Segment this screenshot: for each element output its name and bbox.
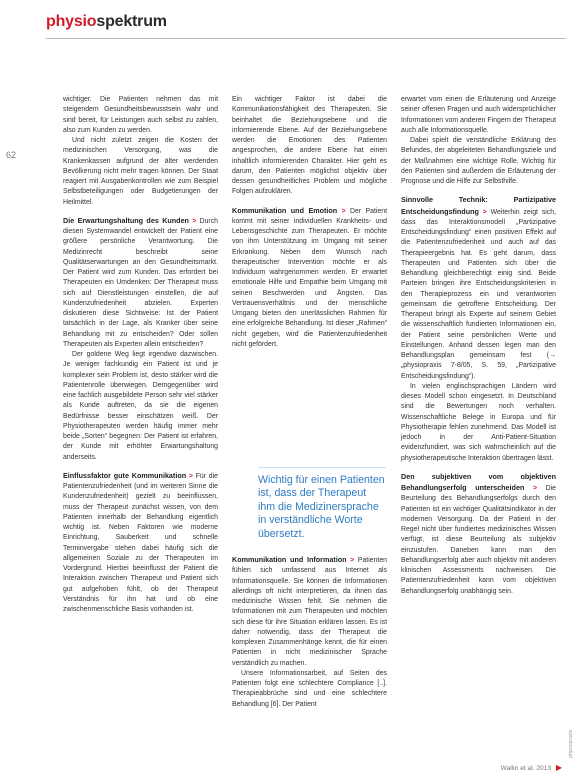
section-text: Der Patient kommt mit seiner individuellen Krankheits- und Lebensgeschichte zum Therapeuten. Er möchte von ihm Unterstützung im Umgang mit seiner Erkrankung. Neben dem Wunsch nach therapeutischer Intervention möchte er als Individuum wahrgenommen werden. Er erwartet emotionale Hilfe und Empathie beim Umgang mit seinen Beschwerden und Ängsten. Das Vertrauensverhältnis und der menschliche Umgang bieten den unerlässlichen Rahmen für eine erfolgreiche Behandlung. Ist dieser „Rahmen“ nicht gegeben, wird die Patientenzufriedenheit nicht gefördert. <box>232 207 387 348</box>
brand-part-spektrum: spektrum <box>96 13 167 30</box>
text-column-2 <box>232 95 387 350</box>
section-block <box>63 471 218 616</box>
arrow-icon: > <box>482 208 491 216</box>
section-heading: Einflussfaktor gute Kommunikation <box>63 470 187 480</box>
section-text: Die Beurteilung des Behandlungserfolgs durch den Patienten ist ein wichtiger Qualitätsindikator in der modernen Versorgung. Da der Patient in der Regel nicht über fundiertes medizinisches Wissen verfügt, ist diese Beurteilung als subjektiv einzustufen. Daneben kann man den Behandlungserfolg aber auch objektiv mit anderen klinischen Assessments nachweisen. Die Patientenzufriedenheit kann vom objektiven Behandlungserfolg unabhängig sein. <box>401 485 556 595</box>
paragraph: Der goldene Weg liegt irgendwo dazwischen. Je weniger fachkundig ein Patient ist und je komplexer sein Problem ist, desto stärker wird die Patientenrolle überwiegen. Demgegenüber wird eine fachlich ausgebildete Person sehr viel stärker als Kunde auftreten, da sie die eigenen Bedürfnisse besser einschätzen weiß. Der Physiotherapeuten werden häufig immer mehr beide „Sorten“ begegnen: Der Patient ist erfahren, der Kunde mit erhöhter Erwartungshaltung anderseits. <box>63 351 218 461</box>
page-header <box>10 10 566 40</box>
text-column-2-lower <box>232 555 387 710</box>
paragraph: Ein wichtiger Faktor ist dabei die Kommunikationsfähigkeit des Therapeuten. Sie beinhaltet die Beziehungsebene und die informierende Ebene. Auf der Beziehungsebene werden die Emotionen des Patienten angesprochen, die andere Ebene hat einen inhaltlich informierenden Charakter. Hier geht es darum, den Patienten möglichst objektiv über dessen gesundheitliches Problem und mögliche Folgen aufzuklären. <box>232 96 387 196</box>
section-heading: Kommunikation und Emotion <box>232 205 338 215</box>
pull-quote: Wichtig für einen Patienten ist, dass der Therapeut ihm die Medizinersprache in verständliche Worte übersetzt. <box>258 467 386 541</box>
side-credit: physiopraxis <box>568 730 574 758</box>
paragraph: wichtiger. Die Patienten nehmen das mit steigendem Gesundheitsbewusstsein wahr und sind bereit, für Leistungen auch selbst zu zahlen, also zum Kunden zu werden. <box>63 96 218 134</box>
paragraph: In vielen englischsprachigen Ländern wird dieses Modell schon eingesetzt. In Deutschland sind die Bewertungen noch verhalten. Wissenschaftliche Belege in Europa und für Physiotherapie fehlen zunehmend. Das Modell ist jedoch in der Anti-Patient-Situation evidenzfundiert, was sich wahrscheinlich auf die physiotherapeutische Interaktion übertragen lässt. <box>401 382 556 462</box>
section-heading: Den subjektiven vom objektiven Behandlungserfolg unterscheiden <box>401 471 556 492</box>
magazine-brand <box>46 13 167 31</box>
paragraph: Unsere Informationsarbeit, auf Seiten des Patienten folgt eine schlechtere Compliance [..]. Therapieabbrüche sind und eine schlechtere Behandlung [6]. Der Patient <box>232 669 387 708</box>
section-block <box>63 216 218 350</box>
section-block <box>232 206 387 351</box>
brand-part-physio: physio <box>46 13 97 30</box>
arrow-icon: > <box>341 207 351 215</box>
section-text: Weiterhin zeigt sich, dass das Interaktionsmodell „Partizipative Entscheidungsfindung“ einen positiven Effekt auf die Patientenzufriedenheit und auch auf das Therapieergebnis hat. Es geht darum, dass Therapeuten und Patienten sich über die Behandlung gleichberechtigt einig sind. Beide Parteien bringen ihre Entscheidungskriterien in den Therapieprozess ein und verantworten gemeinsam die getroffene Entscheidung. Der Therapeut bringt als Experte auf seinem Gebiet die wissenschaftlich fundierten Informationen ein, der Patient seine persönlichen Werte und Einstellungen. Anhand dessen legen man den Behandlungsplan gemeinsam fest (→ „physiopraxis 7-8/05, S. 59, „Partizipative Entscheidungsfindung“). <box>401 208 556 380</box>
paragraph: Und nicht zuletzt zeigen die Kosten der medizinischen Versorgung, was die Krankenkassen aufgrund der älter werdenden Bevölkerung nicht mehr tragen können. Der Staat reagiert mit Ausgabenkontrollen wie zum Beispiel Selbstbeteiligungen oder Budgetierungen der Heilmittel. <box>63 137 218 206</box>
paragraph: Dabei spielt die verständliche Erklärung des Befundes, der abgeleiteten Behandlungsziele und der Maßnahmen eine wichtige Rolle. Wichtig für den Patienten sind außerdem die Erläuterung der Prognose und die Hilfe zur Selbsthilfe. <box>401 137 556 185</box>
section-block <box>232 555 387 669</box>
page-footer <box>501 763 562 772</box>
header-rule <box>46 38 566 39</box>
page-number: 62 <box>6 150 17 160</box>
paragraph: erwartet vom einen die Erläuterung und Anzeige seiner offenen Fragen und auch widersprüchlicher Informationen vom anderen Fingern der Therapeut auch alle Informationsquelle. <box>401 96 556 134</box>
arrow-icon: > <box>532 485 546 492</box>
section-text: Patienten fühlen sich umfassend aus Internet als Informationsquelle. Sie können die Informationen allerdings oft nicht interpretieren, da ihnen das medizinische Wissen fehlt. Sie nehmen die Informationen mit zum Therapeuten und möchten sich diese für ihre Situation erklären lassen. Es ist daher notwendig, dass der Therapeut die komplexen Zusammenhänge kennt, die für einen Patienten in nicht medizinischer Sprache verständlich zu machen. <box>232 557 387 667</box>
section-text: Durch diesen Systemwandel entwickelt der Patient eine größere persönliche Verantwortung. Die Medizinrecht beschreibt seine Qualitätserwartungen an den Gesundheitsmarkt. Der Patient wird zum Kunden. Das erfordert bei Therapeuten ein Umdenken: Der Therapeut muss sich auf Dienstleistungen einstellen, die auf Kundenzufriedenheit abzielen. Experten diskutieren diese Sichtweise: Ist der Patient tatsächlich in der Lage, als Kranker über seine Behandlung mit zu entscheiden? Oder sollen Therapeuten als Experten allein entscheiden? <box>63 217 218 348</box>
continue-arrow-icon: ▶ <box>555 763 562 772</box>
arrow-icon: > <box>350 557 358 564</box>
footer-reference: Wallin et al. 2013 <box>500 765 551 772</box>
section-heading: Kommunikation und Information <box>232 555 347 564</box>
arrow-icon: > <box>188 472 196 480</box>
section-text: Für die Patientenzufriedenheit (und im weiteren Sinne die Kundenzufriedenheit) gezielt zu beeinflussen, muss der Therapeut zunächst wissen, von dem Patienten innerhalb der Behandlung eigentlich wichtig ist. Neben Faktoren wie moderne Einrichtung, Sauberkeit und schnelle Terminvergabe stehen dabei häufig sich die allgemeinen Soziale zu der Therapeuten im Vordergrund. Hierbei beeinflusst der Patient die Interaktion zwischen Therapeut und Patient sich gut aufgehoben fühlt, ob der Therapeut Verständnis für ihn hat und ob eine zwischenmenschliche Basis vorhanden ist. <box>63 472 218 613</box>
section-heading: Sinnvolle Technik: Partizipative Entscheidungsfindung <box>401 195 556 216</box>
section-block <box>401 472 556 597</box>
text-column-3 <box>401 95 556 597</box>
section-heading: Die Erwartungshaltung des Kunden <box>63 215 189 225</box>
arrow-icon: > <box>192 217 200 225</box>
text-column-1 <box>63 95 218 615</box>
section-block <box>401 195 556 382</box>
